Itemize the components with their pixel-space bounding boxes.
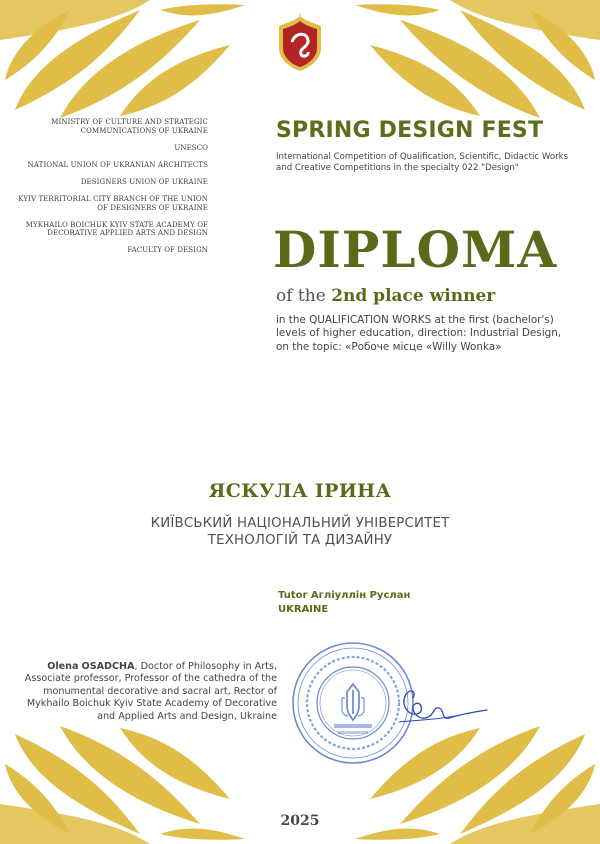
- org-architects-union: NATIONAL UNION OF UKRANIAN ARCHITECTS: [27, 160, 208, 169]
- academy-emblem-icon: [277, 14, 323, 72]
- org-designers-union: DESIGNERS UNION OF UKRAINE: [80, 177, 208, 186]
- ornament-top-right-icon: [350, 0, 600, 120]
- tutor-line: Tutor Агліуллін Руслан: [278, 590, 411, 601]
- signature-icon: [395, 686, 490, 734]
- ornament-top-left-icon: [0, 0, 250, 120]
- org-ministry: MINISTRY OF CULTURE AND STRATEGIC COMMUNICATIONS OF UKRAINE: [51, 118, 208, 135]
- org-academy: MYKHAILO BOICHUK KYIV STATE ACADEMY OF DECORATIVE APPLIED ARTS AND DESIGN: [25, 220, 208, 238]
- organizations-list: [10, 118, 208, 263]
- place-winner: 2nd place winner: [331, 286, 496, 306]
- fest-subtitle: International Competition of Qualification, Scientific, Didactic Works and Creative Competitions in the specialty 022 "Design": [276, 152, 569, 173]
- signatory-first-name: Olena: [47, 661, 79, 672]
- signatory-credentials: , Doctor of Philosophy in Arts, Associate professor, Professor of the cathedra of the monumental decorative and sacral art, Rector of Mykhailo Boichuk Kyiv State Academy of Decorative and Applied Arts and Design, Ukraine: [24, 661, 277, 722]
- org-kyiv-branch: KYIV TERRITORIAL CITY BRANCH OF THE UNION OF DESIGNERS OF UKRAINE: [18, 194, 208, 212]
- org-unesco: UNESCO: [174, 143, 208, 152]
- signatory-block: [10, 661, 277, 723]
- signatory-last-name: OSADCHA: [81, 661, 135, 672]
- org-faculty: FACULTY OF DESIGN: [127, 246, 208, 255]
- tutor-country: UKRAINE: [278, 604, 329, 615]
- place-line: [276, 286, 495, 306]
- recipient-name: ЯСКУЛА ІРИНА: [208, 480, 392, 502]
- fest-title: SPRING DESIGN FEST: [276, 118, 544, 143]
- university-line-2: ТЕХНОЛОГІЙ ТА ДИЗАЙНУ: [207, 533, 393, 548]
- recipient-university: [0, 515, 600, 549]
- tutor-block: [278, 589, 410, 617]
- diploma-description: in the QUALIFICATION WORKS at the first (bachelor's) levels of higher education, direction: Industrial Design, on the topic: «Робоче місце «Willy Wonka»: [276, 314, 562, 353]
- place-prefix: of the: [276, 286, 332, 306]
- diploma-title: DIPLOMA: [273, 220, 558, 279]
- diploma-year: 2025: [280, 813, 320, 829]
- university-line-1: КИЇВСЬКИЙ НАЦІОНАЛЬНИЙ УНІВЕРСИТЕТ: [150, 516, 450, 531]
